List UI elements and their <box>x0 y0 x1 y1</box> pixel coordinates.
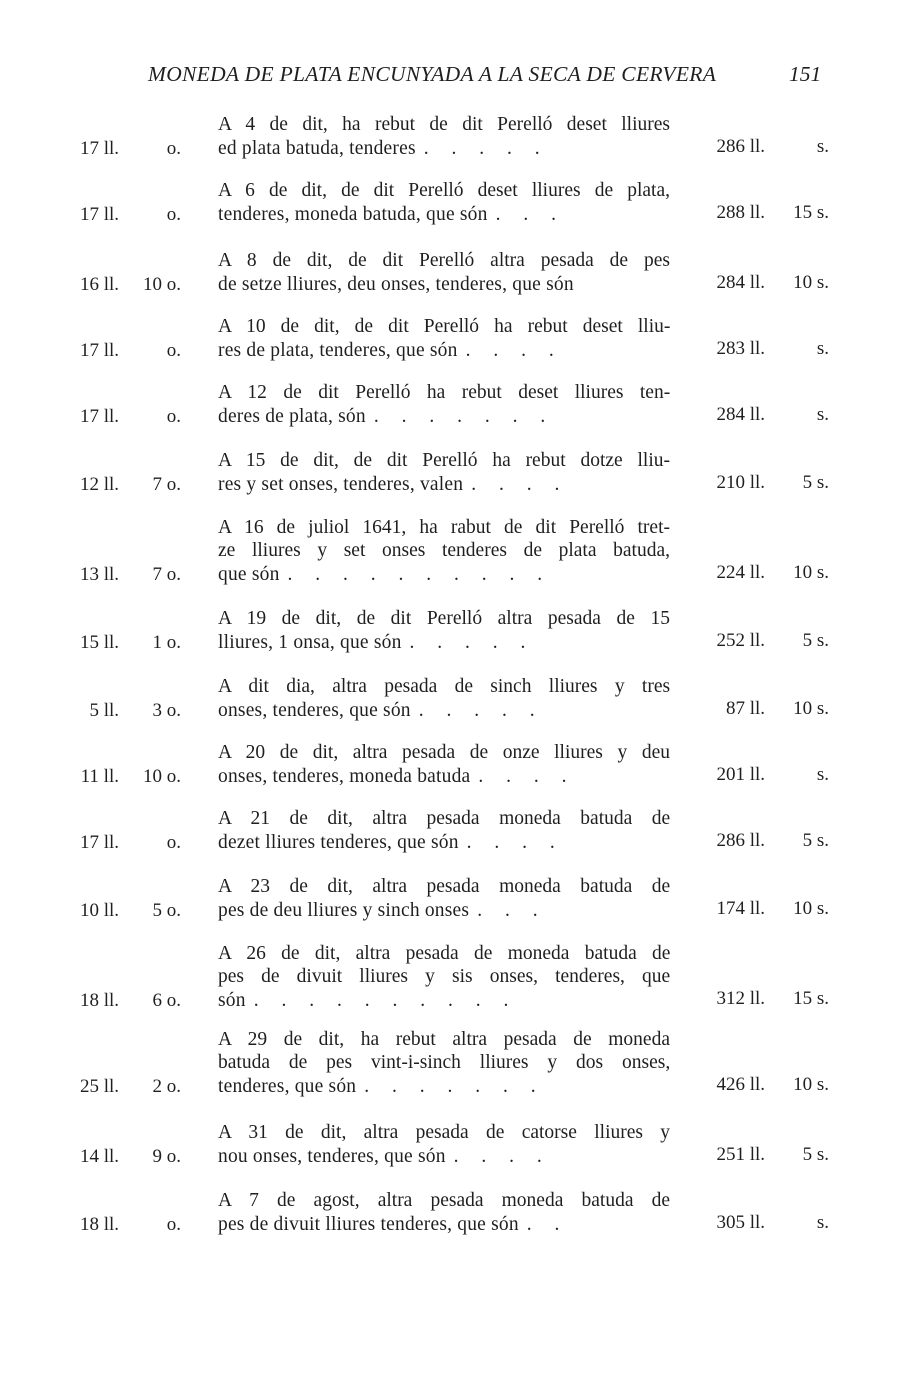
description-text: tenderes, moneda batuda, que són <box>218 203 488 225</box>
leader-dots: . . . . . . . . . . <box>253 989 518 1011</box>
weight-lliures: 13 ll. <box>79 564 119 585</box>
weight-onses: o. <box>166 204 181 225</box>
description-line: A 16 de juliol 1641, ha rabut de dit Perelló tret- <box>218 516 670 538</box>
description-text: tenderes, que són <box>218 1075 357 1097</box>
amount-sous: 15 s. <box>793 988 829 1009</box>
weight-onses: 9 o. <box>152 1146 181 1167</box>
amount-lliures: 224 ll. <box>716 562 765 583</box>
amount-lliures: 251 ll. <box>716 1144 765 1165</box>
weight-onses: 5 o. <box>152 900 181 921</box>
description-line: A 21 de dit, altra pesada moneda batuda de <box>218 808 670 829</box>
amount-sous: 5 s. <box>802 1144 829 1165</box>
description-line: A 10 de dit, de dit Perelló ha rebut deset lliu- <box>218 316 670 337</box>
amount-lliures: 305 ll. <box>716 1212 765 1233</box>
leader-dots: . . . . <box>465 339 563 361</box>
weight-onses: 10 o. <box>143 766 181 787</box>
description-text: són <box>218 989 246 1011</box>
amount-sous: 10 s. <box>793 898 829 919</box>
weight-lliures: 10 ll. <box>79 900 119 921</box>
description-line: pes de divuit lliures y sis onses, tenderes, que <box>218 966 670 987</box>
amount-sous: 10 s. <box>793 272 829 293</box>
description-text: de setze lliures, deu onses, tenderes, que són <box>218 273 574 295</box>
leader-dots: . . . <box>477 899 547 921</box>
amount-sous: s. <box>816 404 829 425</box>
leader-dots: . . . . . <box>418 699 544 721</box>
weight-lliures: 11 ll. <box>80 766 119 787</box>
amount-lliures: 252 ll. <box>716 630 765 651</box>
amount-lliures: 87 ll. <box>725 698 765 719</box>
entry-description <box>218 1189 670 1236</box>
description-text: lliures, 1 onsa, que són <box>218 631 402 653</box>
weight-lliures: 5 ll. <box>89 700 119 721</box>
description-text: onses, tenderes, que són <box>218 699 411 721</box>
amount-lliures: 286 ll. <box>716 136 765 157</box>
leader-dots: . . . <box>495 203 565 225</box>
weight-lliures: 16 ll. <box>79 274 119 295</box>
description-text: res y set onses, tenderes, valen <box>218 473 464 495</box>
amount-sous: s. <box>816 764 829 785</box>
weight-lliures: 18 ll. <box>79 1214 119 1235</box>
weight-lliures: 12 ll. <box>79 474 119 495</box>
amount-sous: 10 s. <box>793 698 829 719</box>
description-text: res de plata, tenderes, que són <box>218 339 458 361</box>
amount-sous: 15 s. <box>793 202 829 223</box>
amount-lliures: 284 ll. <box>716 272 765 293</box>
weight-lliures: 15 ll. <box>79 632 119 653</box>
amount-sous: 10 s. <box>793 562 829 583</box>
weight-lliures: 17 ll. <box>79 832 119 853</box>
leader-dots: . . . . <box>478 765 576 787</box>
amount-sous: 10 s. <box>793 1074 829 1095</box>
amount-lliures: 286 ll. <box>716 830 765 851</box>
description-text: nou onses, tenderes, que són <box>218 1145 446 1167</box>
amount-sous: 5 s. <box>802 830 829 851</box>
weight-onses: o. <box>166 340 181 361</box>
amount-lliures: 210 ll. <box>716 472 765 493</box>
description-text: onses, tenderes, moneda batuda <box>218 765 471 787</box>
amount-sous: s. <box>816 338 829 359</box>
weight-lliures: 25 ll. <box>79 1076 119 1097</box>
weight-onses: 6 o. <box>152 990 181 1011</box>
weight-onses: 7 o. <box>152 474 181 495</box>
weight-onses: o. <box>166 1214 181 1235</box>
description-line: ze lliures y set onses tenderes de plata batuda, <box>218 540 670 561</box>
description-text: pes de divuit lliures tenderes, que són <box>218 1213 519 1235</box>
amount-sous: 5 s. <box>802 630 829 651</box>
leader-dots: . . <box>526 1213 569 1235</box>
description-line: A 31 de dit, altra pesada de catorse lliures y <box>218 1122 670 1143</box>
leader-dots: . . . . . . . <box>364 1075 545 1097</box>
description-line: A 12 de dit Perelló ha rebut deset lliures ten- <box>218 382 670 403</box>
description-text: deres de plata, són <box>218 405 366 427</box>
description-text: que són <box>218 563 280 585</box>
description-text: dezet lliures tenderes, que són <box>218 831 459 853</box>
leader-dots: . . . . . . . <box>373 405 555 427</box>
weight-lliures: 14 ll. <box>79 1146 119 1167</box>
leader-dots: . . . . <box>466 831 564 853</box>
amount-lliures: 312 ll. <box>716 988 765 1009</box>
weight-lliures: 17 ll. <box>79 204 119 225</box>
weight-lliures: 17 ll. <box>79 406 119 427</box>
leader-dots: . . . . . . . . . . <box>287 563 552 585</box>
description-line: A 15 de dit, de dit Perelló ha rebut dotze lliu- <box>218 450 670 471</box>
weight-onses: 7 o. <box>152 564 181 585</box>
weight-onses: 3 o. <box>152 700 181 721</box>
weight-lliures: 17 ll. <box>79 340 119 361</box>
amount-lliures: 284 ll. <box>716 404 765 425</box>
weight-onses: 10 o. <box>143 274 181 295</box>
description-line: A 19 de dit, de dit Perelló altra pesada de 15 <box>218 608 670 629</box>
description-line <box>218 1213 670 1237</box>
amount-lliures: 426 ll. <box>716 1074 765 1095</box>
description-line: A 20 de dit, altra pesada de onze lliures y deu <box>218 742 670 763</box>
leader-dots: . . . . . <box>409 631 535 653</box>
page-number: 151 <box>789 62 822 86</box>
weight-onses: o. <box>166 138 181 159</box>
description-line: batuda de pes vint-i-sinch lliures y dos onses, <box>218 1052 670 1073</box>
description-line: A 29 de dit, ha rebut altra pesada de moneda <box>218 1028 670 1050</box>
weight-onses: o. <box>166 406 181 427</box>
leader-dots: . . . . <box>471 473 569 495</box>
running-title: MONEDA DE PLATA ENCUNYADA A LA SECA DE CERVERA <box>148 62 717 86</box>
weight-onses: 2 o. <box>152 1076 181 1097</box>
description-text: pes de deu lliures y sinch onses <box>218 899 470 921</box>
description-line: A 8 de dit, de dit Perelló altra pesada de pes <box>218 250 670 271</box>
description-line: A 7 de agost, altra pesada moneda batuda de <box>218 1190 670 1211</box>
description-line: A 4 de dit, ha rebut de dit Perelló deset lliures <box>218 114 670 135</box>
description-line: A 23 de dit, altra pesada moneda batuda de <box>218 876 670 897</box>
amount-sous: s. <box>816 136 829 157</box>
leader-dots: . . . . <box>453 1145 551 1167</box>
description-line: A dit dia, altra pesada de sinch lliures y tres <box>218 676 670 697</box>
weight-lliures: 18 ll. <box>79 990 119 1011</box>
amount-lliures: 283 ll. <box>716 338 765 359</box>
description-line: A 6 de dit, de dit Perelló deset lliures de plata, <box>218 180 670 201</box>
amount-lliures: 174 ll. <box>716 898 765 919</box>
leader-dots: . . . . . <box>423 137 549 159</box>
amount-sous: s. <box>816 1212 829 1233</box>
weight-onses: 1 o. <box>152 632 181 653</box>
description-text: ed plata batuda, tenderes <box>218 137 416 159</box>
weight-lliures: 17 ll. <box>79 138 119 159</box>
weight-onses: o. <box>166 832 181 853</box>
amount-lliures: 201 ll. <box>716 764 765 785</box>
amount-lliures: 288 ll. <box>716 202 765 223</box>
amount-sous: 5 s. <box>802 472 829 493</box>
description-line: A 26 de dit, altra pesada de moneda batuda de <box>218 942 670 964</box>
